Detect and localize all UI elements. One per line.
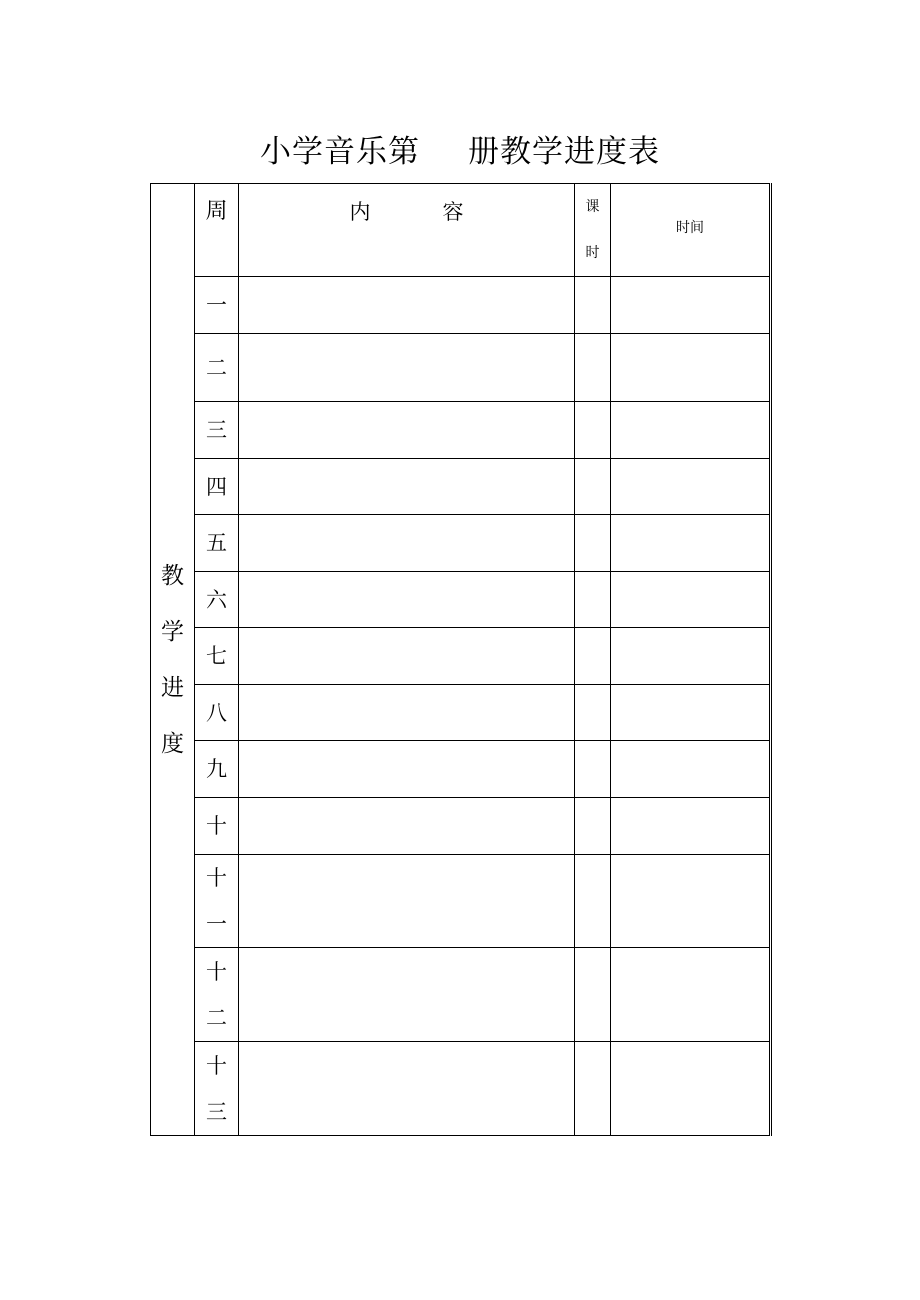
time-cell[interactable] <box>611 948 771 1042</box>
time-cell[interactable] <box>611 334 771 402</box>
week-char: 一 <box>206 912 227 936</box>
time-cell[interactable] <box>611 459 771 515</box>
hours-cell[interactable] <box>575 1042 611 1136</box>
table-row <box>151 277 771 334</box>
week-cell <box>195 572 239 628</box>
week-char: 五 <box>206 531 227 555</box>
week-char: 四 <box>206 474 227 499</box>
side-char-3: 进 <box>161 674 184 701</box>
time-cell[interactable] <box>611 572 771 628</box>
side-char-1: 教 <box>161 562 184 589</box>
hours-cell[interactable] <box>575 948 611 1042</box>
time-cell[interactable] <box>611 277 771 334</box>
hours-cell[interactable] <box>575 628 611 685</box>
side-label <box>151 184 195 1136</box>
time-cell[interactable] <box>611 515 771 572</box>
table-row <box>151 798 771 855</box>
table-row <box>151 334 771 402</box>
side-char-2: 学 <box>161 618 184 645</box>
table-row <box>151 515 771 572</box>
header-hours-2: 时 <box>585 245 600 261</box>
table-row <box>151 685 771 741</box>
week-char: 二 <box>206 355 227 380</box>
week-char: 九 <box>206 757 227 781</box>
table-row <box>151 855 771 948</box>
content-cell[interactable] <box>239 741 575 798</box>
week-char: 十 <box>206 814 227 838</box>
week-char: 八 <box>206 700 227 725</box>
week-cell <box>195 798 239 855</box>
table-row <box>151 572 771 628</box>
time-cell[interactable] <box>611 855 771 948</box>
week-cell <box>195 1042 239 1136</box>
hours-cell[interactable] <box>575 277 611 334</box>
time-cell[interactable] <box>611 402 771 459</box>
content-cell[interactable] <box>239 402 575 459</box>
week-char: 一 <box>206 293 227 317</box>
header-content-b: 容 <box>442 200 464 224</box>
hours-cell[interactable] <box>575 572 611 628</box>
content-cell[interactable] <box>239 628 575 685</box>
week-cell <box>195 515 239 572</box>
time-cell[interactable] <box>611 1042 771 1136</box>
header-hours <box>575 184 611 277</box>
week-char: 六 <box>206 587 227 612</box>
week-cell <box>195 334 239 402</box>
title-part-2: 册教学进度表 <box>468 134 660 170</box>
header-week: 周 <box>195 184 239 277</box>
content-cell[interactable] <box>239 572 575 628</box>
week-char: 十 <box>206 1053 227 1078</box>
table-row <box>151 741 771 798</box>
hours-cell[interactable] <box>575 855 611 948</box>
page-title <box>0 126 920 171</box>
time-cell[interactable] <box>611 741 771 798</box>
content-cell[interactable] <box>239 515 575 572</box>
week-char: 二 <box>206 1005 227 1030</box>
table-row <box>151 628 771 685</box>
time-cell[interactable] <box>611 628 771 685</box>
content-cell[interactable] <box>239 855 575 948</box>
content-cell[interactable] <box>239 1042 575 1136</box>
time-cell[interactable] <box>611 685 771 741</box>
hours-cell[interactable] <box>575 798 611 855</box>
table-row <box>151 948 771 1042</box>
header-hours-1: 课 <box>585 199 600 215</box>
content-cell[interactable] <box>239 334 575 402</box>
hours-cell[interactable] <box>575 741 611 798</box>
header-time: 时间 <box>611 184 771 277</box>
header-row <box>151 184 771 277</box>
week-char: 十 <box>206 959 227 984</box>
side-char-4: 度 <box>161 730 184 757</box>
content-cell[interactable] <box>239 798 575 855</box>
week-cell <box>195 685 239 741</box>
week-char: 七 <box>206 644 227 668</box>
table-row <box>151 402 771 459</box>
content-cell[interactable] <box>239 685 575 741</box>
week-cell <box>195 402 239 459</box>
header-content-a: 内 <box>349 200 371 224</box>
schedule-table <box>150 183 772 1136</box>
week-cell <box>195 277 239 334</box>
content-cell[interactable] <box>239 277 575 334</box>
week-cell <box>195 459 239 515</box>
header-content <box>239 184 575 277</box>
table-row <box>151 459 771 515</box>
week-char: 三 <box>206 418 227 442</box>
week-cell <box>195 741 239 798</box>
table-row <box>151 1042 771 1136</box>
hours-cell[interactable] <box>575 402 611 459</box>
content-cell[interactable] <box>239 948 575 1042</box>
week-cell <box>195 628 239 685</box>
title-part-1: 小学音乐第 <box>260 134 420 170</box>
content-cell[interactable] <box>239 459 575 515</box>
week-char: 十 <box>206 866 227 890</box>
hours-cell[interactable] <box>575 459 611 515</box>
week-char: 三 <box>206 1099 227 1124</box>
hours-cell[interactable] <box>575 334 611 402</box>
hours-cell[interactable] <box>575 515 611 572</box>
week-cell <box>195 855 239 948</box>
time-cell[interactable] <box>611 798 771 855</box>
week-cell <box>195 948 239 1042</box>
hours-cell[interactable] <box>575 685 611 741</box>
